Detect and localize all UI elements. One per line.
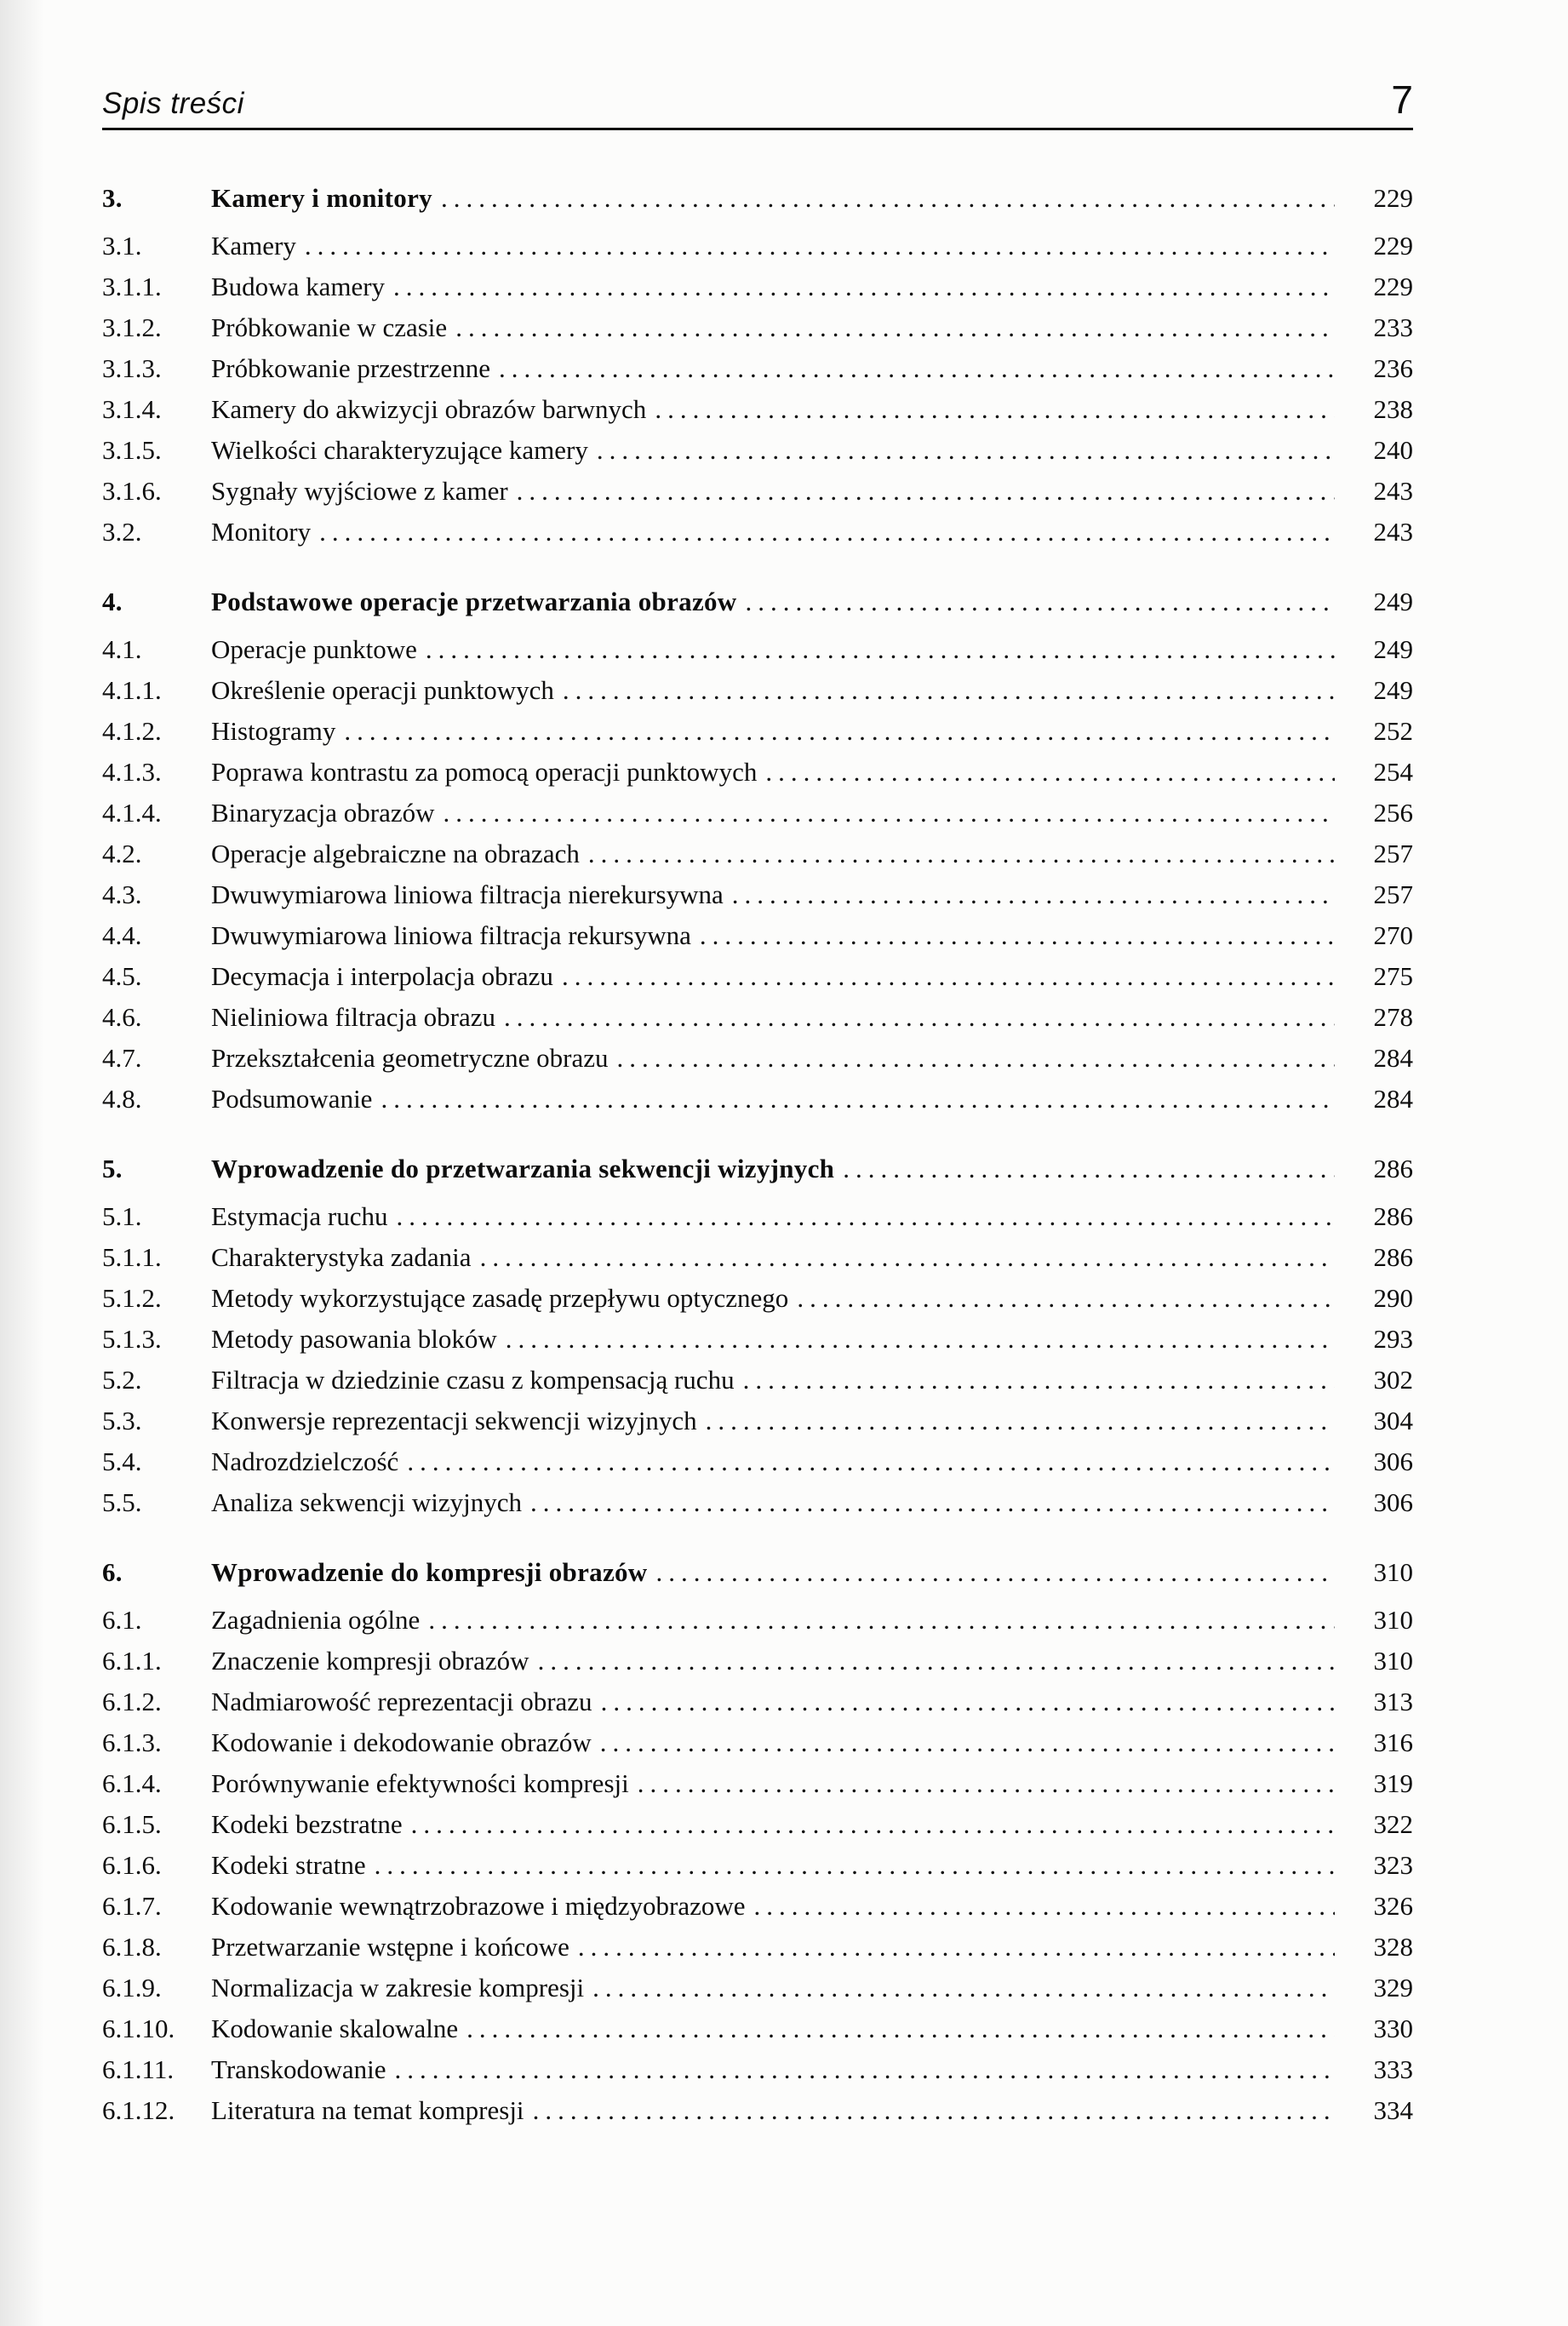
toc-row [102, 1763, 1413, 1804]
toc-entry-title: Filtracja w dziedzinie czasu z kompensacją ruchu [211, 1365, 735, 1395]
toc-entry-title: Znaczenie kompresji obrazów [211, 1646, 529, 1676]
toc-row [102, 1237, 1413, 1278]
toc-entry-number: 5.1.3. [102, 1324, 162, 1354]
toc-entry-number: 5. [102, 1154, 123, 1183]
toc-entry-title: Kodeki stratne [211, 1850, 366, 1880]
toc-entry-page: 302 [1373, 1365, 1413, 1395]
toc-entry-number: 4.8. [102, 1084, 142, 1114]
toc-entry-number: 5.1. [102, 1201, 142, 1231]
dot-leader [533, 2090, 1335, 2131]
dot-leader [305, 226, 1335, 266]
toc-entry-page: 240 [1373, 435, 1413, 465]
toc-entry-title: Poprawa kontrastu za pomocą operacji punktowych [211, 757, 758, 787]
toc-entry-page: 319 [1373, 1768, 1413, 1798]
toc-row [102, 307, 1413, 348]
toc-entry-title: Przekształcenia geometryczne obrazu [211, 1043, 609, 1073]
toc-row [102, 266, 1413, 307]
toc-entry-page: 326 [1373, 1891, 1413, 1921]
dot-leader [455, 307, 1335, 348]
dot-leader [600, 1722, 1335, 1763]
toc-entry-title: Transkodowanie [211, 2054, 386, 2084]
dot-leader [563, 670, 1335, 711]
toc-entry-title: Podstawowe operacje przetwarzania obrazów [211, 587, 737, 616]
dot-leader [480, 1237, 1335, 1278]
dot-leader [616, 1038, 1335, 1079]
toc-entry-page: 236 [1373, 353, 1413, 383]
toc-entry-page: 310 [1373, 1557, 1413, 1587]
toc-entry-number: 5.1.2. [102, 1283, 162, 1313]
dot-leader [638, 1763, 1335, 1804]
toc-entry-number: 6.1.10. [102, 2014, 175, 2043]
toc-row [102, 2008, 1413, 2049]
dot-leader [765, 752, 1335, 793]
toc-entry-title: Metody wykorzystujące zasadę przepływu optycznego [211, 1283, 789, 1313]
toc-entry-page: 284 [1373, 1043, 1413, 1073]
toc-entry-page: 310 [1373, 1605, 1413, 1635]
toc-entry-number: 6.1.4. [102, 1768, 162, 1798]
toc-row [102, 430, 1413, 471]
toc-entry-page: 286 [1373, 1242, 1413, 1272]
toc-entry-page: 238 [1373, 394, 1413, 424]
toc-entry-title: Zagadnienia ogólne [211, 1605, 421, 1635]
toc-row [102, 1927, 1413, 1968]
toc-entry-title: Sygnały wyjściowe z kamer [211, 476, 508, 506]
toc-row [102, 512, 1413, 553]
toc-entry-page: 322 [1373, 1809, 1413, 1839]
toc-row [102, 1360, 1413, 1401]
toc-entry-number: 3. [102, 183, 123, 213]
toc-entry-number: 6.1.7. [102, 1891, 162, 1921]
toc-entry-title: Normalizacja w zakresie kompresji [211, 1973, 585, 2002]
toc-row [102, 1804, 1413, 1845]
dot-leader [395, 2049, 1335, 2090]
toc-row [102, 834, 1413, 874]
dot-leader [441, 178, 1335, 219]
toc-entry-number: 6.1.8. [102, 1932, 162, 1962]
toc-entry-page: 310 [1373, 1646, 1413, 1676]
toc-entry-title: Nadmiarowość reprezentacji obrazu [211, 1687, 592, 1716]
toc-row [102, 997, 1413, 1038]
toc-row [102, 874, 1413, 915]
toc-entry-number: 3.2. [102, 517, 142, 547]
dot-leader [506, 1319, 1335, 1360]
toc-row [102, 1681, 1413, 1722]
toc-row [102, 389, 1413, 430]
toc-entry-title: Literatura na temat kompresji [211, 2095, 524, 2125]
dot-leader [499, 348, 1335, 389]
page-header-number: 7 [1391, 77, 1413, 122]
dot-leader [396, 1196, 1335, 1237]
toc-row [102, 471, 1413, 512]
dot-leader [746, 582, 1336, 622]
dot-leader [466, 2008, 1335, 2049]
toc-entry-title: Operacje punktowe [211, 634, 417, 664]
toc-entry-title: Estymacja ruchu [211, 1201, 388, 1231]
toc-entry-title: Kamery [211, 231, 296, 261]
page-header [102, 77, 1413, 123]
toc-entry-number: 4.3. [102, 879, 142, 909]
dot-leader [706, 1401, 1335, 1441]
toc-entry-title: Nadrozdzielczość [211, 1447, 399, 1476]
toc-entry-title: Wprowadzenie do przetwarzania sekwencji wizyjnych [211, 1154, 835, 1183]
toc-entry-number: 4.1.4. [102, 798, 162, 828]
toc-row [102, 1401, 1413, 1441]
toc-chapter-row [102, 1552, 1413, 1593]
toc-entry-number: 5.5. [102, 1487, 142, 1517]
toc-entry-number: 3.1.1. [102, 272, 162, 301]
toc-entry-title: Analiza sekwencji wizyjnych [211, 1487, 522, 1517]
toc-entry-title: Budowa kamery [211, 272, 386, 301]
toc-entry-number: 4. [102, 587, 123, 616]
toc-entry-page: 249 [1373, 587, 1413, 616]
toc-entry-number: 3.1.4. [102, 394, 162, 424]
toc-chapter-row [102, 178, 1413, 219]
toc-entry-number: 6.1.11. [102, 2054, 175, 2084]
toc-entry-number: 6.1.6. [102, 1850, 162, 1880]
toc-row [102, 1641, 1413, 1681]
toc-row [102, 1196, 1413, 1237]
dot-leader [655, 389, 1335, 430]
dot-leader [588, 834, 1335, 874]
toc-entry-page: 257 [1373, 839, 1413, 868]
toc-entry-page: 333 [1373, 2054, 1413, 2084]
toc-entry-title: Kodeki bezstratne [211, 1809, 403, 1839]
toc-entry-page: 286 [1373, 1201, 1413, 1231]
toc-entry-number: 4.4. [102, 920, 142, 950]
toc-entry-page: 313 [1373, 1687, 1413, 1716]
toc-entry-page: 254 [1373, 757, 1413, 787]
toc-entry-number: 6. [102, 1557, 123, 1587]
toc-entry-number: 5.4. [102, 1447, 142, 1476]
toc-entry-number: 3.1.2. [102, 312, 162, 342]
page-header-title: Spis treści [102, 87, 244, 120]
toc-entry-page: 334 [1373, 2095, 1413, 2125]
toc-entry-number: 5.2. [102, 1365, 142, 1395]
toc-entry-page: 306 [1373, 1487, 1413, 1517]
toc-chapter-row [102, 1149, 1413, 1189]
dot-leader [592, 1968, 1335, 2008]
toc-entry-page: 243 [1373, 517, 1413, 547]
dot-leader [319, 512, 1335, 553]
toc-entry-page: 329 [1373, 1973, 1413, 2002]
toc-entry-title: Podsumowanie [211, 1084, 373, 1114]
toc-entry-number: 4.1.1. [102, 675, 162, 705]
toc-entry-page: 286 [1373, 1154, 1413, 1183]
toc-entry-number: 6.1.9. [102, 1973, 162, 2002]
dot-leader [344, 711, 1335, 752]
toc-entry-page: 304 [1373, 1406, 1413, 1435]
toc-entry-number: 4.1.3. [102, 757, 162, 787]
toc-row [102, 629, 1413, 670]
toc-entry-title: Określenie operacji punktowych [211, 675, 554, 705]
toc-row [102, 1079, 1413, 1120]
dot-leader [732, 874, 1335, 915]
toc-entry-title: Histogramy [211, 716, 336, 746]
toc-row [102, 1278, 1413, 1319]
toc-entry-number: 4.2. [102, 839, 142, 868]
toc-entry-page: 252 [1373, 716, 1413, 746]
toc-entry-title: Próbkowanie w czasie [211, 312, 448, 342]
toc-entry-title: Próbkowanie przestrzenne [211, 353, 490, 383]
toc-entry-number: 6.1.2. [102, 1687, 162, 1716]
dot-leader [797, 1278, 1335, 1319]
toc-entry-number: 4.1.2. [102, 716, 162, 746]
toc-row [102, 2090, 1413, 2131]
dot-leader [843, 1149, 1335, 1189]
toc-row [102, 793, 1413, 834]
toc-entry-number: 6.1.12. [102, 2095, 175, 2125]
toc-entry-number: 3.1.6. [102, 476, 162, 506]
toc-row [102, 956, 1413, 997]
toc-row [102, 1482, 1413, 1523]
toc-entry-number: 3.1.5. [102, 435, 162, 465]
dot-leader [753, 1886, 1335, 1927]
toc-row [102, 711, 1413, 752]
toc-entry-number: 6.1.5. [102, 1809, 162, 1839]
toc-entry-page: 323 [1373, 1850, 1413, 1880]
toc-entry-number: 6.1.3. [102, 1727, 162, 1757]
toc-row [102, 1722, 1413, 1763]
toc-row [102, 1600, 1413, 1641]
toc-entry-title: Binaryzacja obrazów [211, 798, 435, 828]
toc-entry-page: 328 [1373, 1932, 1413, 1962]
toc-entry-title: Przetwarzanie wstępne i końcowe [211, 1932, 569, 1962]
toc-entry-title: Kodowanie skalowalne [211, 2014, 459, 2043]
toc-entry-page: 229 [1373, 272, 1413, 301]
dot-leader [393, 266, 1335, 307]
dot-leader [743, 1360, 1335, 1401]
toc-entry-page: 257 [1373, 879, 1413, 909]
dot-leader [656, 1552, 1336, 1593]
toc-chapter-row [102, 582, 1413, 622]
toc-entry-page: 270 [1373, 920, 1413, 950]
toc-entry-number: 4.1. [102, 634, 142, 664]
toc-row [102, 915, 1413, 956]
dot-leader [411, 1804, 1335, 1845]
toc-entry-title: Wielkości charakteryzujące kamery [211, 435, 588, 465]
toc-row [102, 670, 1413, 711]
toc-row [102, 1441, 1413, 1482]
toc-row [102, 226, 1413, 266]
toc-row [102, 2049, 1413, 2090]
dot-leader [538, 1641, 1335, 1681]
toc-entry-page: 284 [1373, 1084, 1413, 1114]
toc-row [102, 1886, 1413, 1927]
dot-leader [530, 1482, 1335, 1523]
toc-entry-title: Konwersje reprezentacji sekwencji wizyjnych [211, 1406, 697, 1435]
toc-entry-number: 4.6. [102, 1002, 142, 1032]
toc-entry-number: 4.7. [102, 1043, 142, 1073]
toc-entry-page: 229 [1373, 231, 1413, 261]
toc-entry-page: 316 [1373, 1727, 1413, 1757]
dot-leader [562, 956, 1335, 997]
toc-entry-page: 306 [1373, 1447, 1413, 1476]
toc-list [102, 178, 1413, 2131]
toc-row [102, 348, 1413, 389]
toc-entry-title: Dwuwymiarowa liniowa filtracja rekursywna [211, 920, 691, 950]
toc-row [102, 752, 1413, 793]
toc-entry-number: 5.3. [102, 1406, 142, 1435]
dot-leader [428, 1600, 1335, 1641]
toc-entry-title: Kodowanie wewnątrzobrazowe i międzyobrazowe [211, 1891, 746, 1921]
dot-leader [407, 1441, 1335, 1482]
toc-entry-page: 249 [1373, 634, 1413, 664]
toc-entry-number: 6.1.1. [102, 1646, 162, 1676]
toc-entry-title: Kamery i monitory [211, 183, 432, 213]
toc-entry-title: Kodowanie i dekodowanie obrazów [211, 1727, 592, 1757]
toc-row [102, 1319, 1413, 1360]
toc-entry-page: 249 [1373, 675, 1413, 705]
dot-leader [597, 430, 1335, 471]
dot-leader [578, 1927, 1335, 1968]
dot-leader [426, 629, 1335, 670]
toc-row [102, 1845, 1413, 1886]
toc-entry-page: 330 [1373, 2014, 1413, 2043]
toc-entry-title: Decymacja i interpolacja obrazu [211, 961, 553, 991]
toc-entry-title: Charakterystyka zadania [211, 1242, 472, 1272]
toc-entry-page: 233 [1373, 312, 1413, 342]
toc-entry-page: 290 [1373, 1283, 1413, 1313]
toc-entry-number: 6.1. [102, 1605, 142, 1635]
toc-entry-title: Kamery do akwizycji obrazów barwnych [211, 394, 647, 424]
toc-entry-number: 3.1.3. [102, 353, 162, 383]
dot-leader [444, 793, 1335, 834]
toc-entry-title: Metody pasowania bloków [211, 1324, 497, 1354]
toc-entry-title: Dwuwymiarowa liniowa filtracja nierekursywna [211, 879, 724, 909]
toc-entry-page: 278 [1373, 1002, 1413, 1032]
dot-leader [381, 1079, 1335, 1120]
toc-entry-title: Monitory [211, 517, 312, 547]
dot-leader [700, 915, 1335, 956]
toc-row [102, 1038, 1413, 1079]
toc-row [102, 1968, 1413, 2008]
toc-entry-number: 3.1. [102, 231, 142, 261]
dot-leader [375, 1845, 1335, 1886]
toc-entry-title: Wprowadzenie do kompresji obrazów [211, 1557, 648, 1587]
toc-entry-page: 256 [1373, 798, 1413, 828]
toc-entry-page: 243 [1373, 476, 1413, 506]
toc-entry-number: 4.5. [102, 961, 142, 991]
toc-entry-number: 5.1.1. [102, 1242, 162, 1272]
dot-leader [504, 997, 1335, 1038]
toc-entry-page: 229 [1373, 183, 1413, 213]
toc-entry-title: Porównywanie efektywności kompresji [211, 1768, 629, 1798]
toc-entry-title: Operacje algebraiczne na obrazach [211, 839, 580, 868]
toc-entry-page: 293 [1373, 1324, 1413, 1354]
header-rule [102, 128, 1413, 130]
dot-leader [601, 1681, 1335, 1722]
toc-entry-page: 275 [1373, 961, 1413, 991]
dot-leader [517, 471, 1335, 512]
toc-entry-title: Nieliniowa filtracja obrazu [211, 1002, 495, 1032]
